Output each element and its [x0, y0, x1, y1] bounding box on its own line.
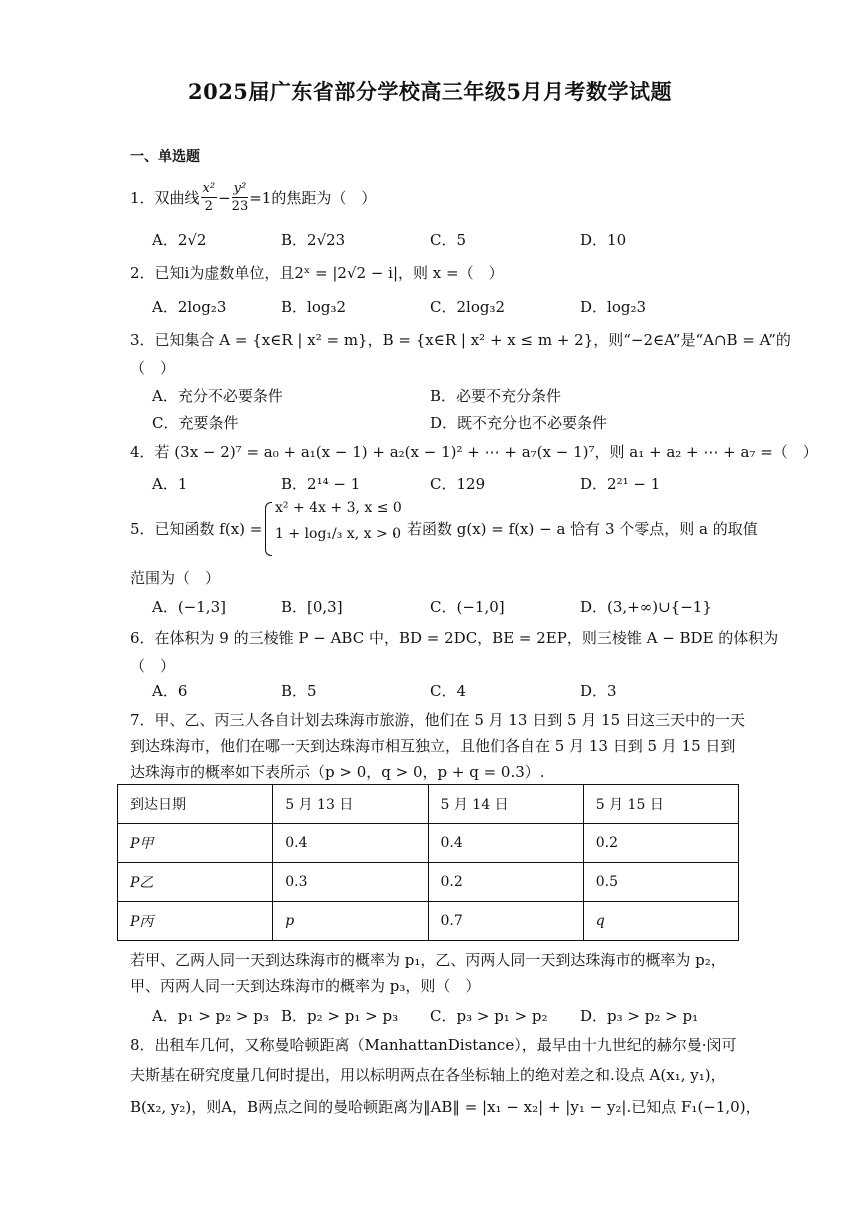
- option-d[interactable]: D．既不充分也不必要条件: [430, 414, 608, 432]
- option-b[interactable]: B．[0,3]: [281, 598, 343, 616]
- question-7-after-2: 甲、丙两人同一天到达珠海市的概率为 p₃，则（ ）: [130, 977, 481, 995]
- page-title: 2025届广东省部分学校高三年级5月月考数学试题: [187, 79, 673, 104]
- table-cell: P丙: [118, 902, 273, 941]
- option-c[interactable]: C．4: [430, 682, 467, 700]
- option-b[interactable]: B．2¹⁴ − 1: [281, 475, 361, 493]
- option-d[interactable]: D．2²¹ − 1: [580, 475, 661, 493]
- table-header-cell: 5 月 15 日: [583, 785, 738, 824]
- option-c[interactable]: C．2log₃2: [430, 298, 506, 316]
- option-b[interactable]: B．p₂ > p₁ > p₃: [281, 1007, 399, 1025]
- table-cell: 0.2: [428, 863, 583, 902]
- option-b[interactable]: B．2√23: [281, 231, 346, 249]
- piecewise-case-1: x² + 4x + 3, x ≤ 0: [275, 500, 402, 516]
- table-header-cell: 到达日期: [118, 785, 273, 824]
- table-cell: 0.2: [583, 824, 738, 863]
- question-6-stem-cont: （ ）: [130, 657, 176, 675]
- option-c[interactable]: C．(−1,0]: [430, 598, 505, 616]
- question-8-line-1: 8．出租车几何，又称曼哈顿距离（ManhattanDistance），最早由十九世纪的赫尔曼·闵可: [130, 1036, 737, 1054]
- fraction: $\frac{\text{y²}}{23}$: [231, 181, 249, 214]
- table-cell: 0.7: [428, 902, 583, 941]
- option-c[interactable]: C．129: [430, 475, 486, 493]
- question-1-stem: 1．双曲线 $\frac{\text{x²}}{2}$ − $\frac{\text{y²}}{23}$ =1的焦距为（ ）: [130, 181, 377, 214]
- question-3-stem-cont: （ ）: [130, 359, 176, 377]
- table-cell: 0.4: [273, 824, 428, 863]
- question-8-line-2: 夫斯基在研究度量几何时提出，用以标明两点在各坐标轴上的绝对差之和.设点 A(x₁, y₁)，: [130, 1066, 726, 1084]
- option-a[interactable]: A．2√2: [152, 231, 207, 249]
- question-5-stem-b: ，若函数 g(x) = f(x) − a 恰有 3 个零点，则 a 的取值: [392, 520, 758, 538]
- table-header-cell: 5 月 13 日: [273, 785, 428, 824]
- table-header-cell: 5 月 14 日: [428, 785, 583, 824]
- option-c[interactable]: C．5: [430, 231, 467, 249]
- section-heading: 一、单选题: [130, 149, 200, 165]
- question-6-stem: 6．在体积为 9 的三棱锥 P − ABC 中，BD = 2DC，BE = 2EP，则三棱锥 A − BDE 的体积为: [130, 629, 779, 647]
- option-b[interactable]: B．log₃2: [281, 298, 347, 316]
- option-a[interactable]: A．2log₂3: [152, 298, 227, 316]
- table-row: [118, 863, 739, 902]
- brace-symbol: [265, 502, 272, 556]
- table-cell: 0.3: [273, 863, 428, 902]
- option-d[interactable]: D．p₃ > p₂ > p₁: [580, 1007, 699, 1025]
- fraction: $\frac{\text{x²}}{2}$: [202, 181, 216, 214]
- option-d[interactable]: D．log₂3: [580, 298, 647, 316]
- option-b[interactable]: B．5: [281, 682, 317, 700]
- option-d[interactable]: D．10: [580, 231, 627, 249]
- table-cell: P乙: [118, 863, 273, 902]
- question-2-stem: 2．已知i为虚数单位，且2ˣ = |2√2 − i|，则 x =（ ）: [130, 264, 504, 282]
- question-3-stem: 3．已知集合 A = {x∈R | x² = m}，B = {x∈R | x² + x ≤ m + 2}，则“−2∈A”是“A∩B = A”的: [130, 331, 791, 349]
- option-a[interactable]: A．1: [152, 475, 188, 493]
- option-c[interactable]: C．p₃ > p₁ > p₂: [430, 1007, 548, 1025]
- option-d[interactable]: D．(3,+∞)∪{−1}: [580, 598, 712, 616]
- question-7-after-1: 若甲、乙两人同一天到达珠海市的概率为 p₁，乙、丙两人同一天到达珠海市的概率为 p₂，: [130, 951, 726, 969]
- question-5-stem-a: 5．已知函数 f(x) =: [130, 520, 263, 538]
- table-cell: q: [583, 902, 738, 941]
- table-cell: 0.4: [428, 824, 583, 863]
- option-c[interactable]: C．充要条件: [152, 414, 239, 432]
- option-d[interactable]: D．3: [580, 682, 617, 700]
- question-7-line-3: 达珠海市的概率如下表所示（p > 0，q > 0，p + q = 0.3）.: [130, 763, 545, 781]
- question-7-line-1: 7．甲、乙、丙三人各自计划去珠海市旅游，他们在 5 月 13 日到 5 月 15 日这三天中的一天: [130, 711, 745, 729]
- question-5-stem-cont: 范围为（ ）: [130, 569, 221, 587]
- option-b[interactable]: B．必要不充分条件: [430, 387, 562, 405]
- question-8-line-3: B(x₂, y₂)，则A，B两点之间的曼哈顿距离为‖AB‖ = |x₁ − x₂| + |y₁ − y₂|.已知点 F₁(−1,0)，: [130, 1098, 761, 1116]
- question-7-line-2: 到达珠海市，他们在哪一天到达珠海市相互独立，且他们各自在 5 月 13 日到 5 月 15 日到: [130, 737, 736, 755]
- option-a[interactable]: A．充分不必要条件: [152, 387, 283, 405]
- option-a[interactable]: A．p₁ > p₂ > p₃: [152, 1007, 269, 1025]
- table-row: [118, 824, 739, 863]
- table-row: [118, 902, 739, 941]
- question-4-stem: 4．若 (3x − 2)⁷ = a₀ + a₁(x − 1) + a₂(x − 1)² + ⋯ + a₇(x − 1)⁷，则 a₁ + a₂ + ⋯ + a₇ =（ ）: [130, 443, 818, 461]
- option-a[interactable]: A．6: [152, 682, 188, 700]
- table-cell: 0.5: [583, 863, 738, 902]
- piecewise-case-2: 1 + log₁/₃ x, x > 0: [275, 526, 402, 542]
- probability-table: [117, 784, 739, 941]
- table-cell: P甲: [118, 824, 273, 863]
- option-a[interactable]: A．(−1,3]: [152, 598, 226, 616]
- table-header-row: [118, 785, 739, 824]
- table-cell: p: [273, 902, 428, 941]
